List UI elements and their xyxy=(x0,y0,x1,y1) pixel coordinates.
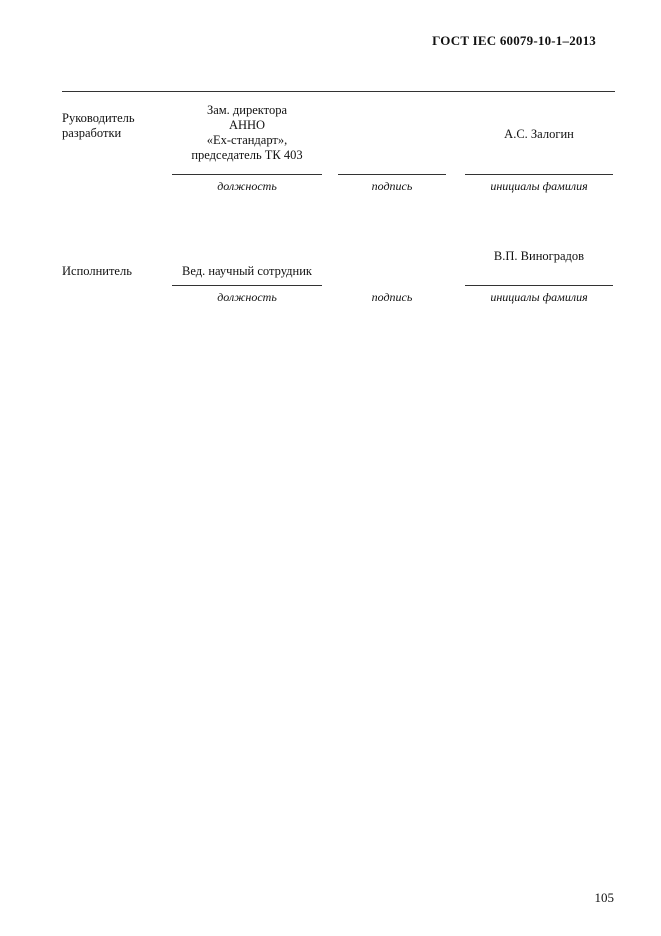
caption-position: должность xyxy=(217,179,277,193)
caption-signature: подпись xyxy=(371,290,413,304)
top-divider xyxy=(62,91,615,92)
position-line: Зам. директора xyxy=(206,103,288,117)
name-text-executor: В.П. Виноградов xyxy=(493,249,585,263)
role-label-executor: Исполнитель xyxy=(62,264,132,278)
signature-line-rule xyxy=(338,174,446,175)
page-number: 105 xyxy=(594,890,614,905)
position-line-rule xyxy=(172,174,322,175)
name-text-lead: А.С. Залогин xyxy=(504,127,574,141)
position-text-lead xyxy=(172,103,322,163)
caption-name: инициалы фамилия xyxy=(490,179,588,193)
caption-signature: подпись xyxy=(371,179,413,193)
name-line-rule xyxy=(465,285,613,286)
position-line-rule xyxy=(172,285,322,286)
caption-name: инициалы фамилия xyxy=(490,290,588,304)
document-code: ГОСТ IEC 60079-10-1–2013 xyxy=(432,33,596,48)
caption-position: должность xyxy=(217,290,277,304)
position-line: АННО xyxy=(228,118,266,132)
position-line: «Ех-стандарт», xyxy=(206,133,288,147)
name-line-rule xyxy=(465,174,613,175)
position-text-executor: Вед. научный сотрудник xyxy=(182,264,312,278)
role-label-lead: Руководитель разработки xyxy=(62,111,135,140)
position-line: председатель ТК 403 xyxy=(191,148,303,162)
